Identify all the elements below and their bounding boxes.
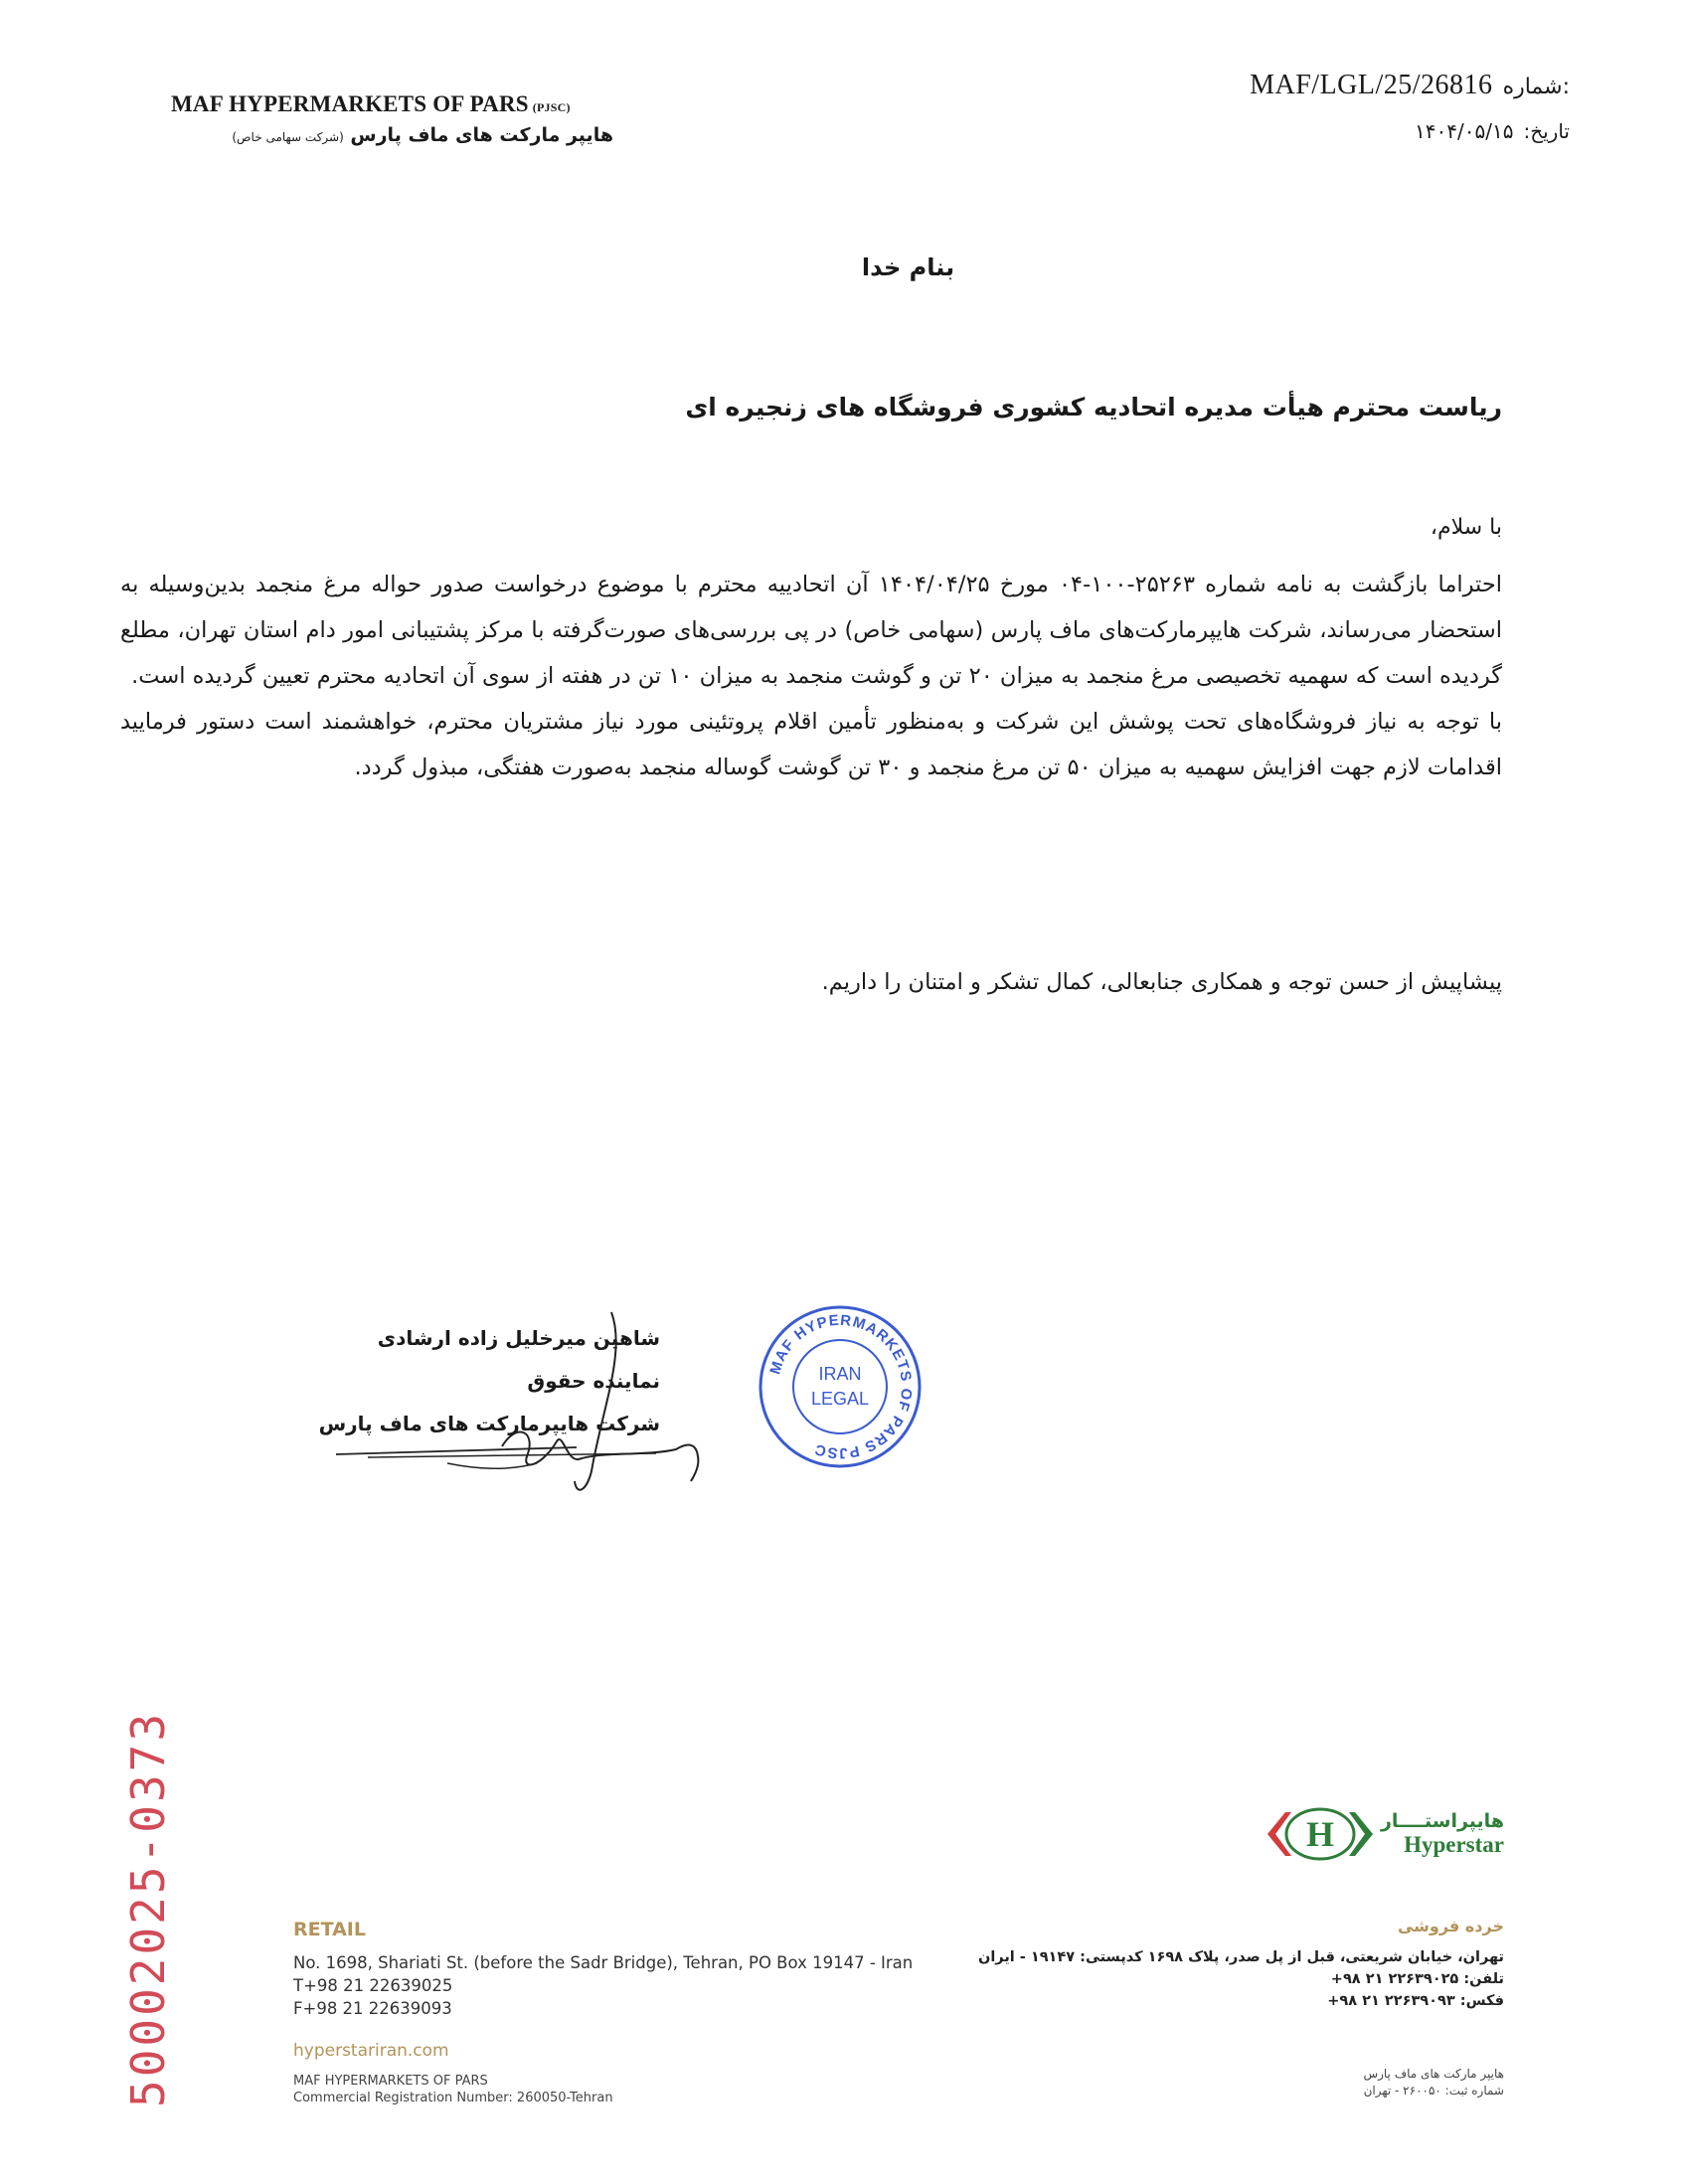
footer-fax-en: F+98 21 22639093 bbox=[293, 1999, 452, 2018]
hyperstar-h-icon bbox=[1265, 1804, 1375, 1864]
svg-text:MAF HYPERMARKETS OF PARS PJSC bbox=[766, 1312, 915, 1461]
signatory-company: شرکت هایپرمارکت های ماف پارس bbox=[318, 1412, 660, 1435]
stamp-ring-text: MAF HYPERMARKETS OF PARS PJSC bbox=[766, 1311, 916, 1462]
hyperstar-logo bbox=[1265, 1804, 1504, 1864]
footer-phone-en: T+98 21 22639025 bbox=[293, 1976, 453, 1995]
reference-number: MAF/LGL/25/26816 bbox=[1250, 70, 1493, 100]
addressee: ریاست محترم هیأت مدیره اتحادیه کشوری فروشگاه های زنجیره ای bbox=[685, 393, 1502, 421]
company-name-fa-text: هایپر مارکت های ماف پارس bbox=[350, 124, 613, 146]
signatory-title: نماینده حقوق bbox=[527, 1369, 660, 1393]
brand-name-fa: هایپراستــــار bbox=[1380, 1810, 1504, 1832]
footer-retail-label-fa: خرده فروشی bbox=[1397, 1917, 1504, 1935]
date-value: ۱۴۰۴/۰۵/۱۵ bbox=[1415, 119, 1514, 143]
letter-closing: پیشاپیش از حسن توجه و همکاری جنابعالی، کمال تشکر و امتنان را داریم. bbox=[821, 969, 1502, 995]
footer-contact-en bbox=[293, 1951, 913, 2020]
footer-company-name-en: MAF HYPERMARKETS OF PARS bbox=[293, 2074, 488, 2089]
hyperstar-wordmark bbox=[1381, 1810, 1504, 1858]
reference-label: شماره: bbox=[1502, 75, 1570, 99]
footer-website-link[interactable]: hyperstariran.com bbox=[293, 2041, 449, 2061]
footer-contact-fa bbox=[978, 1946, 1504, 2012]
letter-paragraph-1: احتراما بازگشت به نامه شماره ۲۵۲۶۳-۱۰۰-۰۴ مورخ ۱۴۰۴/۰۴/۲۵ آن اتحادییه محترم با موضوع درخواست صدور حواله مرغ منجمد بدین‌وسیله به استحضار می‌رساند، شرکت هایپرمارکت‌های ماف پارس (سهامی خاص) در پی بررسی‌های صورت‌گرفته با مرکز پشتیبانی امور دام استان تهران، مطلع گردیده است که سهمیه تخصیصی مرغ منجمد به میزان ۲۰ تن و گوشت منجمد به میزان ۱۰ تن در هفته از سوی آن اتحادیه محترم تعیین گردیده است. bbox=[120, 572, 1502, 689]
company-suffix-fa: (شرکت سهامی خاص) bbox=[232, 130, 344, 144]
reference-line bbox=[1250, 70, 1570, 101]
footer-phone-fa: تلفن: ۲۲۶۳۹۰۲۵ ۲۱ ۹۸+ bbox=[1330, 1971, 1504, 1987]
stamp-line-1: IRAN bbox=[818, 1364, 862, 1384]
document-number-vertical: 50002025-0373 bbox=[121, 1710, 175, 2107]
footer-registration-fa: شماره ثبت: ۲۶۰۰۵۰ - تهران bbox=[1363, 2084, 1504, 2098]
bismillah-heading: بنام خدا bbox=[861, 253, 955, 281]
footer-retail-label: RETAIL bbox=[293, 1919, 366, 1940]
legal-stamp bbox=[756, 1302, 925, 1471]
footer-registration-en: Commercial Registration Number: 260050-Tehran bbox=[293, 2091, 613, 2105]
stamp-line-2: LEGAL bbox=[810, 1389, 870, 1409]
date-label: تاریخ: bbox=[1523, 119, 1570, 143]
handwritten-signature bbox=[328, 1292, 726, 1511]
footer-address-en: No. 1698, Shariati St. (before the Sadr Bridge), Tehran, PO Box 19147 - Iran bbox=[293, 1953, 914, 1972]
footer-company-name-fa: هایپر مارکت های ماف پارس bbox=[1363, 2067, 1504, 2081]
company-name-en bbox=[171, 91, 571, 117]
footer-company-fa bbox=[1363, 2066, 1504, 2100]
date-line bbox=[1415, 119, 1570, 143]
brand-name-en: Hyperstar bbox=[1404, 1832, 1504, 1857]
signatory-name: شاهین میرخلیل زاده ارشادی bbox=[377, 1326, 660, 1350]
hyperstar-h-letter: H bbox=[1305, 1814, 1334, 1854]
footer-company-en bbox=[293, 2073, 613, 2106]
company-suffix-en: (PJSC) bbox=[532, 100, 571, 114]
letter-paragraph-2: با توجه به نیاز فروشگاه‌های تحت پوشش این شرکت و به‌منظور تأمین اقلام پروتئینی مورد نیاز مشتریان محترم، خواهشمند است دستور فرمایید اقدامات لازم جهت افزایش سهمیه به میزان ۵۰ تن مرغ منجمد و ۳۰ تن گوشت گوساله منجمد به‌صورت هفتگی، مبذول گردد. bbox=[120, 709, 1502, 780]
company-name-en-text: MAF HYPERMARKETS OF PARS bbox=[171, 91, 529, 116]
greeting: با سلام، bbox=[1430, 515, 1502, 540]
company-name-fa bbox=[171, 124, 613, 146]
letter-body bbox=[120, 562, 1502, 790]
footer-fax-fa: فکس: ۲۲۶۳۹۰۹۳ ۲۱ ۹۸+ bbox=[1327, 1993, 1504, 2009]
footer-address-fa: تهران، خیابان شریعتی، قبل از پل صدر، پلاک ۱۶۹۸ کدپستی: ۱۹۱۴۷ - ایران bbox=[977, 1949, 1504, 1965]
